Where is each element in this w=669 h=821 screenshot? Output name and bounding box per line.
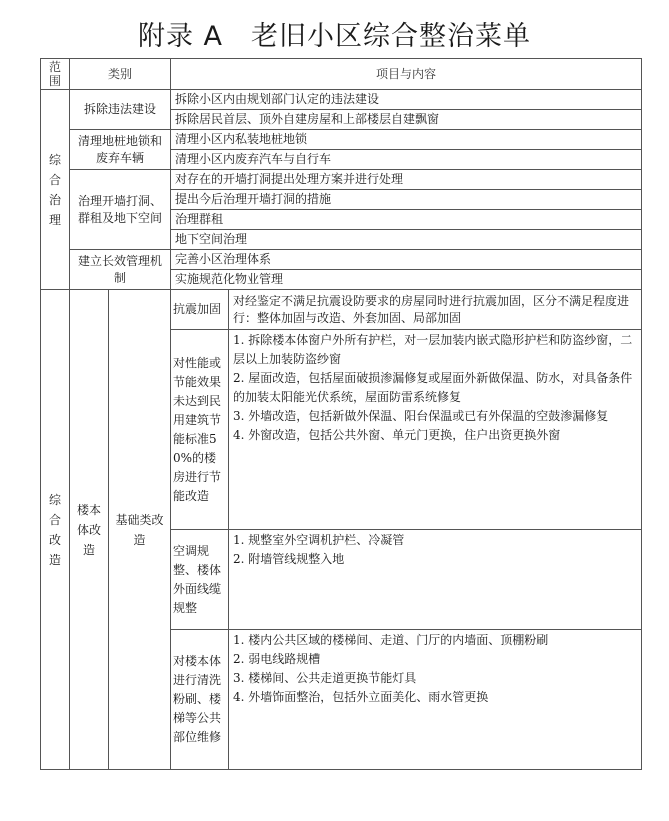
table-row xyxy=(41,130,642,150)
item-content-cell xyxy=(229,330,642,530)
item-content-cell xyxy=(229,530,642,630)
content-line: 1. 规整室外空调机护栏、冷凝管 xyxy=(233,533,405,547)
content-line: 2. 弱电线路规槽 xyxy=(233,652,321,666)
item-content-cell xyxy=(229,630,642,770)
content-cell: 清理小区内废弃汽车与自行车 xyxy=(171,150,642,170)
content-line: 4. 外窗改造，包括公共外窗、单元门更换，住户出资更换外窗 xyxy=(233,428,561,442)
content-line: 2. 附墙管线规整入地 xyxy=(233,552,345,566)
category-cell: 拆除违法建设 xyxy=(70,90,171,130)
content-line: 3. 外墙改造，包括新做外保温、阳台保温或已有外保温的空鼓渗漏修复 xyxy=(233,409,609,423)
header-content: 项目与内容 xyxy=(171,59,642,90)
scope-renovation: 综合改造 xyxy=(41,290,70,770)
content-cell: 拆除居民首层、顶外自建房屋和上部楼层自建飘窗 xyxy=(171,110,642,130)
scope-governance: 综合治理 xyxy=(41,90,70,290)
table-row xyxy=(41,90,642,110)
content-cell: 提出今后治理开墙打洞的措施 xyxy=(171,190,642,210)
category-cell: 清理地桩地锁和废弃车辆 xyxy=(70,130,171,170)
item-name-cell: 空调规整、楼体外面线缆规整 xyxy=(171,530,229,630)
content-line: 4. 外墙饰面整治，包括外立面美化、雨水管更换 xyxy=(233,690,489,704)
header-category: 类别 xyxy=(70,59,171,90)
header-scope: 范围 xyxy=(41,59,70,90)
page-title: 附录 A 老旧小区综合整治菜单 xyxy=(137,21,532,52)
content-line: 2. 屋面改造，包括屋面破损渗漏修复或屋面外新做保温、防水，对具备条件的加装太阳能光伏系统，屋面防雷系统修复 xyxy=(233,371,633,404)
category-cell: 治理开墙打洞、群租及地下空间 xyxy=(70,170,171,250)
content-cell: 拆除小区内由规划部门认定的违法建设 xyxy=(171,90,642,110)
content-cell: 对存在的开墙打洞提出处理方案并进行处理 xyxy=(171,170,642,190)
content-line: 1. 拆除楼本体窗户外所有护栏，对一层加装内嵌式隐形护栏和防盗纱窗，二层以上加装防盗纱窗 xyxy=(233,333,633,366)
content-line: 1. 楼内公共区域的楼梯间、走道、门厅的内墙面、顶棚粉刷 xyxy=(233,633,549,647)
content-cell: 完善小区治理体系 xyxy=(171,250,642,270)
type-basic: 基础类改造 xyxy=(109,290,171,770)
subscope-building: 楼本体改造 xyxy=(70,290,109,770)
category-cell: 建立长效管理机制 xyxy=(70,250,171,290)
table-row xyxy=(41,170,642,190)
item-name-cell: 对楼本体进行清洗粉刷、楼梯等公共部位维修 xyxy=(171,630,229,770)
content-cell: 地下空间治理 xyxy=(171,230,642,250)
table-row xyxy=(41,250,642,270)
item-name-cell: 对性能或节能效果未达到民用建筑节能标准50%的楼房进行节能改造 xyxy=(171,330,229,530)
content-cell: 治理群租 xyxy=(171,210,642,230)
header-row xyxy=(41,59,642,90)
item-content-cell: 对经鉴定不满足抗震设防要求的房屋同时进行抗震加固，区分不满足程度进行：整体加固与改造、外套加固、局部加固 xyxy=(229,290,642,330)
table-row xyxy=(41,290,642,330)
renovation-menu-table xyxy=(40,58,642,770)
content-cell: 清理小区内私装地桩地锁 xyxy=(171,130,642,150)
item-name-cell: 抗震加固 xyxy=(171,290,229,330)
content-line: 3. 楼梯间、公共走道更换节能灯具 xyxy=(233,671,417,685)
content-cell: 实施规范化物业管理 xyxy=(171,270,642,290)
